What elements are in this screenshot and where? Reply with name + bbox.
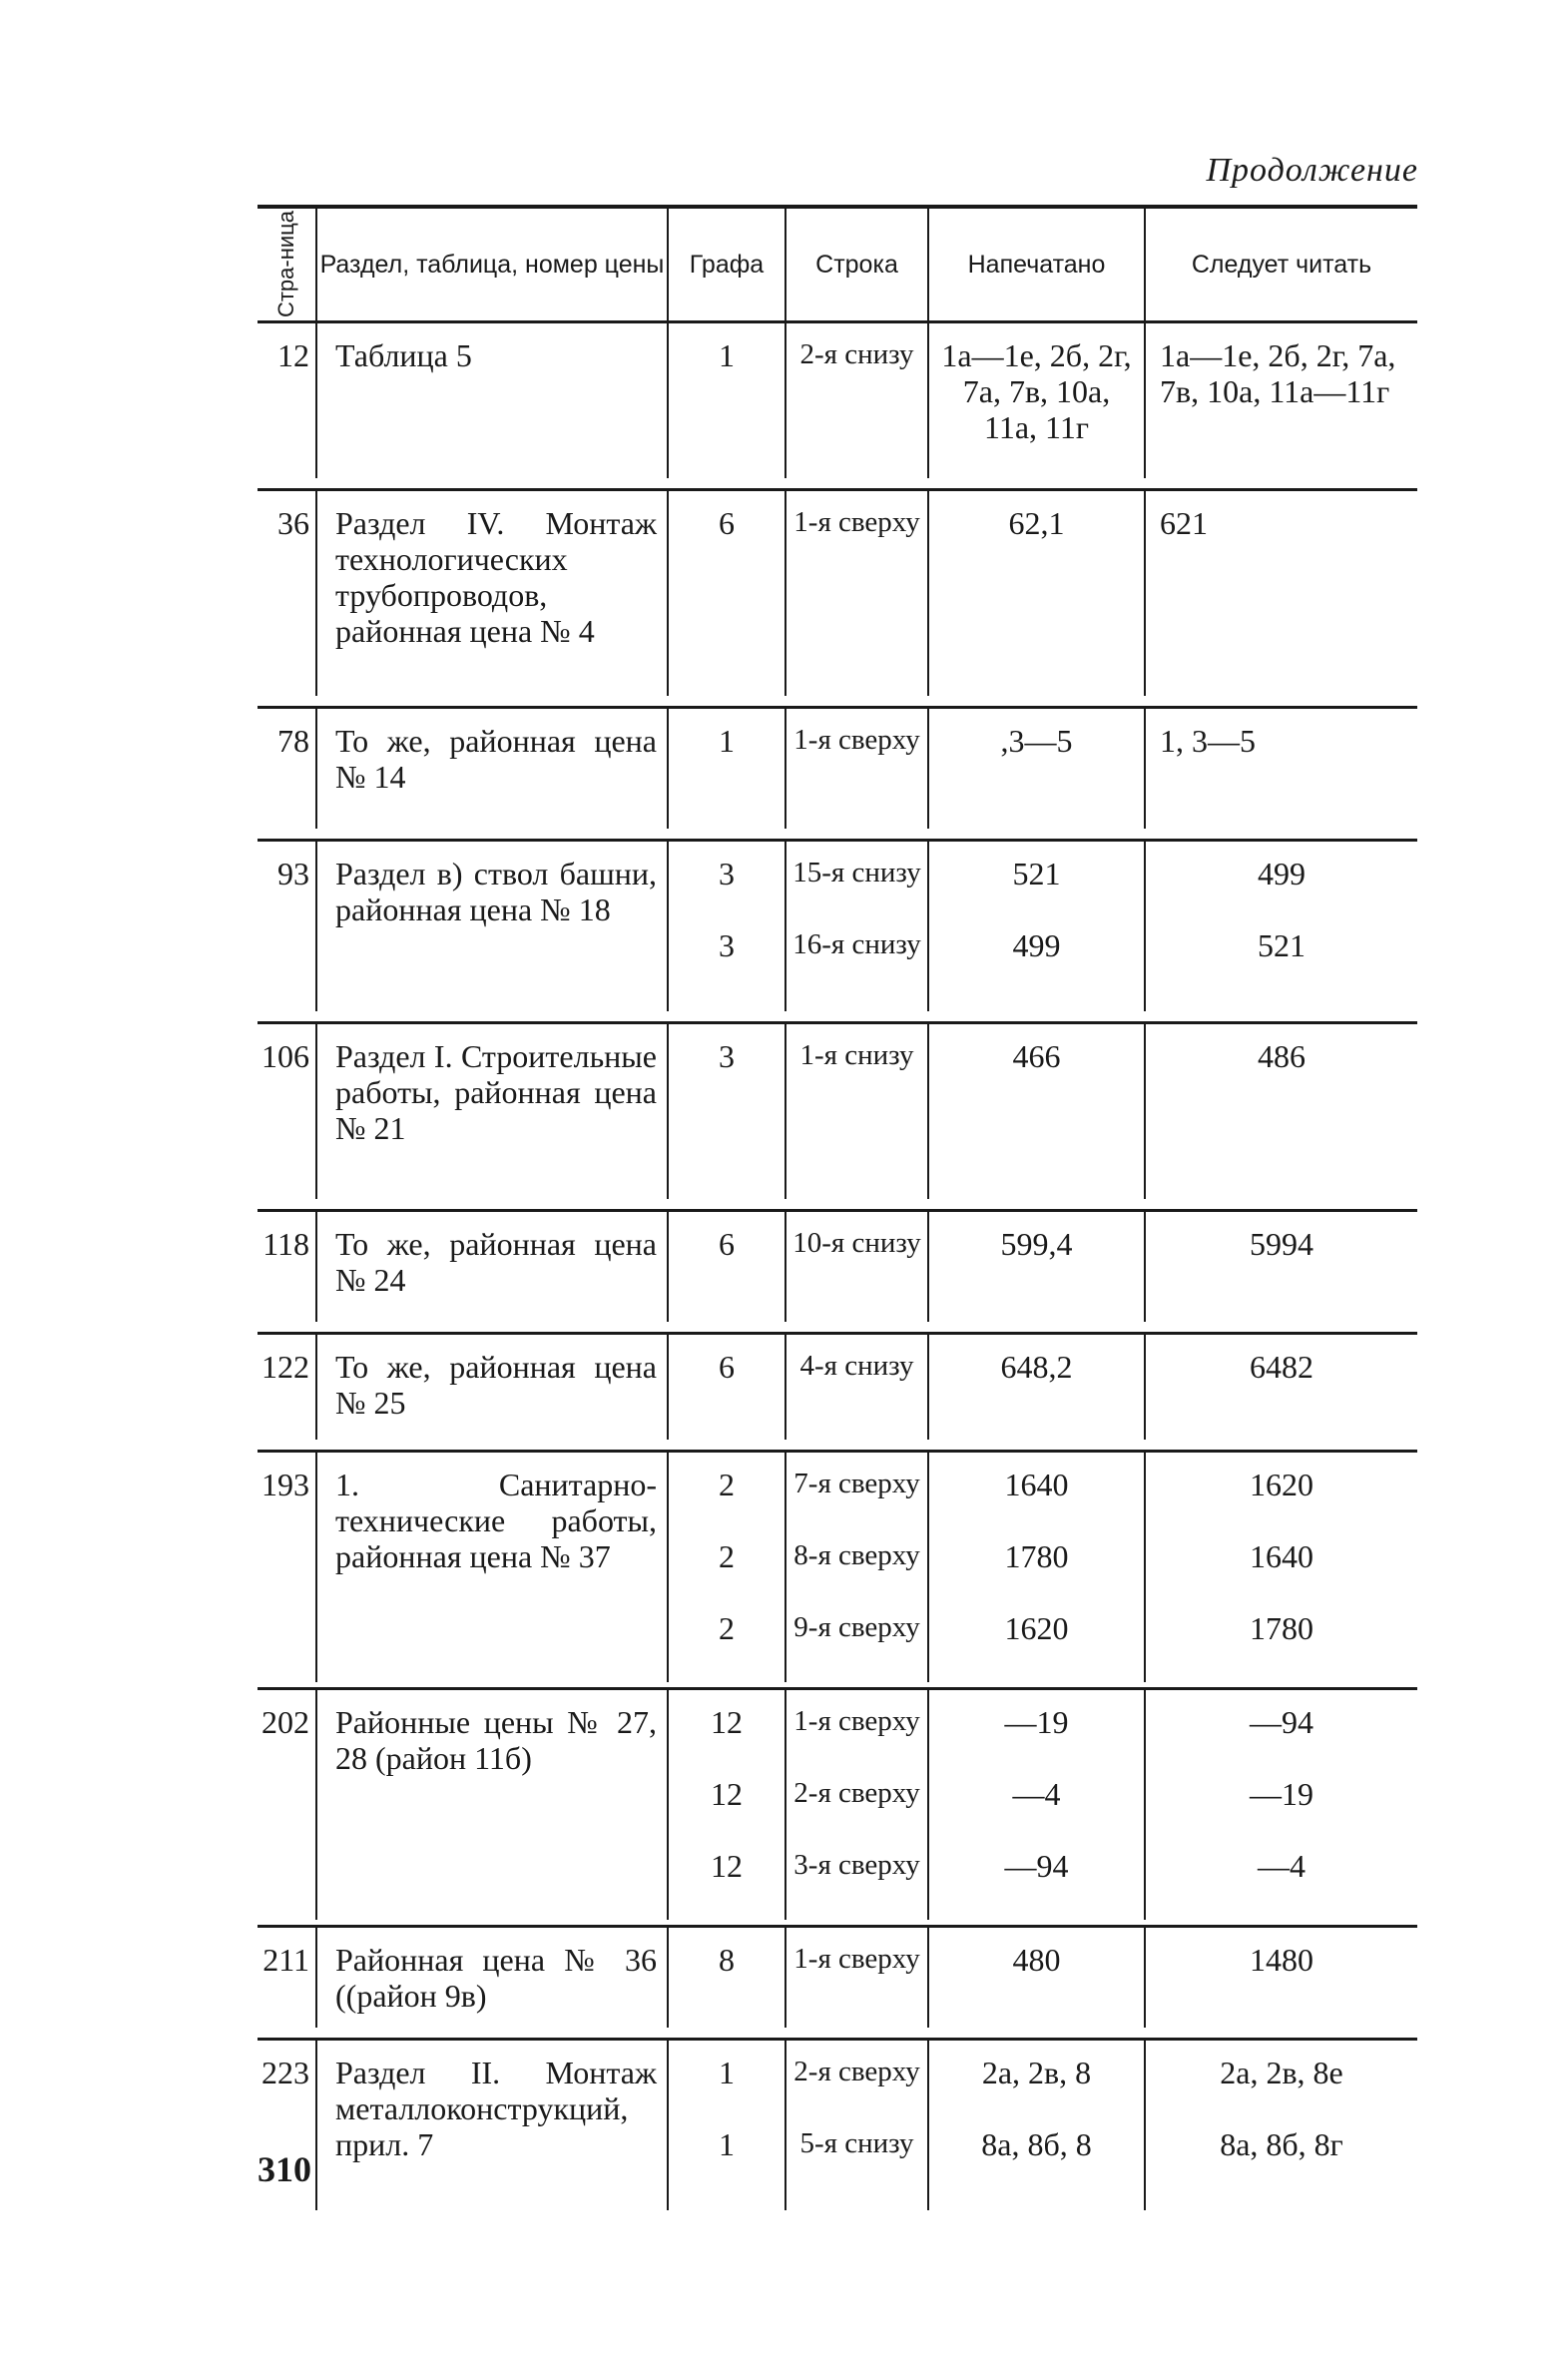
- row-column-value: 2: [719, 1610, 735, 1646]
- row-line: [786, 709, 929, 829]
- row-column-stack: [675, 337, 779, 373]
- row-column-stack: [675, 1942, 779, 1978]
- row-line-value: 1-я сверху: [793, 724, 920, 756]
- row-line-stack: [792, 1467, 921, 1682]
- errata-table: [258, 205, 1417, 2210]
- row-column-value: 3: [719, 1038, 735, 1074]
- row-column-value: 12: [711, 1776, 743, 1812]
- row-correct-stack: [1160, 505, 1411, 541]
- row-correct: [1146, 1928, 1417, 2028]
- row-correct-value: 1620: [1250, 1467, 1313, 1502]
- row-printed: [929, 491, 1146, 696]
- row-printed-value: 1620: [1004, 1610, 1069, 1646]
- row-section: Районная цена № 36 ((район 9в): [317, 1928, 669, 2028]
- row-line: [786, 1335, 929, 1440]
- row-correct-value: —19: [1250, 1776, 1313, 1812]
- row-correct-value: 5994: [1250, 1226, 1313, 1262]
- row-printed-value: 599,4: [1000, 1226, 1073, 1262]
- row-correct-stack: [1160, 337, 1411, 409]
- row-printed-value: 1640: [1004, 1467, 1069, 1502]
- row-column-stack: [675, 1226, 779, 1262]
- row-correct: [1146, 323, 1417, 478]
- row-printed-value: ,3—5: [1000, 723, 1073, 759]
- row-column-stack: [675, 856, 779, 999]
- row-correct: [1146, 491, 1417, 696]
- row-column: [669, 491, 786, 696]
- row-column-value: 3: [719, 856, 735, 891]
- row-line-stack: [792, 337, 921, 372]
- row-column-value: 12: [711, 1848, 743, 1884]
- row-printed-stack: [935, 2055, 1138, 2198]
- row-column: [669, 842, 786, 1011]
- row-page: 93: [258, 842, 317, 1011]
- row-printed-value: 499: [1012, 927, 1061, 963]
- row-line-stack: [792, 856, 921, 999]
- row-column-value: 1: [719, 2126, 735, 2162]
- row-printed-value: —19: [1004, 1704, 1069, 1740]
- row-correct: [1146, 1690, 1417, 1920]
- row-line: [786, 1453, 929, 1682]
- row-correct-stack: [1160, 723, 1411, 759]
- table-row: [258, 1687, 1417, 1915]
- row-column-value: 6: [719, 1349, 735, 1385]
- header-correct: Следует читать: [1191, 251, 1372, 279]
- row-correct-value: 486: [1258, 1038, 1306, 1074]
- row-correct: [1146, 1212, 1417, 1322]
- table-row: [258, 488, 1417, 696]
- row-correct-stack: [1152, 2055, 1411, 2198]
- continuation-label: Продолжение: [1206, 152, 1418, 189]
- header-line: Строка: [786, 209, 929, 320]
- row-column: [669, 1928, 786, 2028]
- row-line: [786, 1690, 929, 1920]
- row-line: [786, 323, 929, 478]
- row-line-value: 1-я сверху: [793, 1705, 920, 1737]
- row-line-value: 3-я сверху: [793, 1849, 920, 1881]
- row-page: 223: [258, 2041, 317, 2210]
- row-section: Раздел в) ствол башни, районная цена № 18: [317, 842, 669, 1011]
- row-line-value: 7-я сверху: [793, 1468, 920, 1499]
- row-column-stack: [675, 2055, 779, 2198]
- row-line-stack: [792, 1226, 921, 1261]
- row-page: 122: [258, 1335, 317, 1440]
- row-line: [786, 1928, 929, 2028]
- table-row: [258, 706, 1417, 829]
- row-column: [669, 1335, 786, 1440]
- row-line-value: 1-я сверху: [793, 1943, 920, 1975]
- header-printed: Напечатано: [929, 209, 1146, 320]
- row-correct-value: 2а, 2в, 8е: [1220, 2055, 1343, 2090]
- row-line-value: 9-я сверху: [793, 1611, 920, 1643]
- row-section: Раздел IV. Монтаж технологических трубопроводов, районная цена № 4: [317, 491, 669, 696]
- row-line-stack: [792, 1038, 921, 1073]
- row-correct-value: 1а—1е, 2б, 2г, 7а, 7в, 10а, 11а—11г: [1160, 337, 1396, 409]
- row-printed-value: —94: [1004, 1848, 1069, 1884]
- row-printed-value: 62,1: [1008, 505, 1065, 541]
- row-correct-value: 499: [1258, 856, 1306, 891]
- row-correct-stack: [1152, 1704, 1411, 1920]
- row-line-stack: [792, 1942, 921, 1977]
- row-correct-value: 1480: [1250, 1942, 1313, 1978]
- row-column: [669, 1453, 786, 1682]
- row-printed-stack: [935, 337, 1138, 445]
- row-column-stack: [675, 1467, 779, 1682]
- table-header: [258, 209, 1417, 320]
- table-row: [258, 1021, 1417, 1199]
- row-section: Раздел I. Строительные работы, районная цена № 21: [317, 1024, 669, 1199]
- row-printed-stack: [935, 1226, 1138, 1262]
- row-printed: [929, 1453, 1146, 1682]
- row-line-value: 2-я сверху: [793, 2056, 920, 2087]
- row-correct: [1146, 842, 1417, 1011]
- row-printed-value: 2а, 2в, 8: [981, 2055, 1092, 2090]
- row-column-value: 6: [719, 1226, 735, 1262]
- row-column-value: 2: [719, 1467, 735, 1502]
- header-column: Графа: [669, 209, 786, 320]
- row-section: 1. Санитарно-технические работы, районная цена № 37: [317, 1453, 669, 1682]
- row-correct-value: —94: [1250, 1704, 1313, 1740]
- row-printed: [929, 1335, 1146, 1440]
- header-page: Стра-ница: [273, 211, 298, 318]
- row-page: 78: [258, 709, 317, 829]
- row-correct: [1146, 1335, 1417, 1440]
- row-correct-value: 6482: [1250, 1349, 1313, 1385]
- header-section: Раздел, таблица, номер цены: [317, 209, 669, 320]
- row-line-value: 10-я снизу: [792, 1227, 921, 1259]
- row-line: [786, 842, 929, 1011]
- row-column-stack: [675, 1704, 779, 1920]
- row-line-value: 15-я снизу: [792, 857, 921, 889]
- row-correct-value: —4: [1258, 1848, 1306, 1884]
- row-column: [669, 1024, 786, 1199]
- row-printed: [929, 1928, 1146, 2028]
- row-printed-stack: [935, 1942, 1138, 1978]
- row-section: То же, районная цена № 25: [317, 1335, 669, 1440]
- row-correct-value: 1, 3—5: [1160, 723, 1256, 759]
- row-correct-value: 1640: [1250, 1538, 1313, 1574]
- row-printed-stack: [935, 856, 1138, 999]
- row-column-stack: [675, 1349, 779, 1385]
- row-column: [669, 2041, 786, 2210]
- header-page-cell: [258, 209, 317, 320]
- row-correct-stack: [1152, 1349, 1411, 1385]
- row-line: [786, 2041, 929, 2210]
- row-printed: [929, 1690, 1146, 1920]
- row-correct: [1146, 2041, 1417, 2210]
- row-line-stack: [792, 723, 921, 758]
- row-section: Таблица 5: [317, 323, 669, 478]
- row-line-value: 8-я сверху: [793, 1539, 920, 1571]
- row-printed: [929, 709, 1146, 829]
- row-correct-stack: [1152, 1467, 1411, 1682]
- row-printed-value: 648,2: [1000, 1349, 1073, 1385]
- row-column: [669, 1212, 786, 1322]
- row-correct: [1146, 709, 1417, 829]
- row-line-value: 1-я снизу: [799, 1039, 914, 1071]
- table-row: [258, 1925, 1417, 2028]
- row-page: 118: [258, 1212, 317, 1322]
- row-correct: [1146, 1024, 1417, 1199]
- row-line-value: 1-я сверху: [793, 506, 920, 538]
- row-column-stack: [675, 723, 779, 759]
- row-line-value: 16-я снизу: [792, 928, 921, 960]
- row-correct-value: 521: [1258, 927, 1306, 963]
- row-printed-value: 8а, 8б, 8: [981, 2126, 1092, 2162]
- row-correct-stack: [1152, 856, 1411, 999]
- row-column-stack: [675, 1038, 779, 1074]
- table-row: [258, 1209, 1417, 1322]
- row-printed-stack: [935, 723, 1138, 759]
- row-correct-stack: [1152, 1942, 1411, 1978]
- row-line: [786, 491, 929, 696]
- table-row: [258, 320, 1417, 478]
- table-row: [258, 1450, 1417, 1677]
- row-correct-value: 8а, 8б, 8г: [1220, 2126, 1343, 2162]
- row-page: 12: [258, 323, 317, 478]
- row-printed-value: 466: [1012, 1038, 1061, 1074]
- row-section: Раздел II. Монтаж металлоконструкций, прил. 7: [317, 2041, 669, 2210]
- row-section: То же, районная цена № 24: [317, 1212, 669, 1322]
- row-printed-value: —4: [1012, 1776, 1061, 1812]
- row-line-stack: [792, 1349, 921, 1384]
- row-column-value: 1: [719, 337, 735, 373]
- row-column-value: 6: [719, 505, 735, 541]
- row-printed-value: 480: [1012, 1942, 1061, 1978]
- row-column-value: 1: [719, 2055, 735, 2090]
- row-line: [786, 1212, 929, 1322]
- row-printed-stack: [935, 1038, 1138, 1074]
- row-line-value: 2-я снизу: [799, 338, 914, 370]
- row-printed-stack: [935, 1349, 1138, 1385]
- row-correct-stack: [1152, 1038, 1411, 1074]
- row-column: [669, 1690, 786, 1920]
- row-correct-value: 621: [1160, 505, 1208, 541]
- row-column-value: 8: [719, 1942, 735, 1978]
- row-column-value: 12: [711, 1704, 743, 1740]
- row-page: 202: [258, 1690, 317, 1920]
- page-number: 310: [258, 2149, 311, 2189]
- row-page: 36: [258, 491, 317, 696]
- row-line-value: 2-я сверху: [793, 1777, 920, 1809]
- row-column-value: 2: [719, 1538, 735, 1574]
- row-line-stack: [792, 505, 921, 540]
- row-section: То же, районная цена № 14: [317, 709, 669, 829]
- row-column-stack: [675, 505, 779, 541]
- table-row: [258, 839, 1417, 1011]
- row-printed: [929, 2041, 1146, 2210]
- row-correct-value: 1780: [1250, 1610, 1313, 1646]
- row-line-value: 4-я снизу: [799, 1350, 914, 1382]
- row-section: Районные цены № 27, 28 (район 11б): [317, 1690, 669, 1920]
- row-printed: [929, 842, 1146, 1011]
- row-line-stack: [792, 2055, 921, 2198]
- row-printed: [929, 1212, 1146, 1322]
- row-correct-stack: [1152, 1226, 1411, 1262]
- row-printed-stack: [935, 1704, 1138, 1920]
- row-printed: [929, 1024, 1146, 1199]
- row-printed-value: 1780: [1004, 1538, 1069, 1574]
- row-column-value: 1: [719, 723, 735, 759]
- table-body: [258, 320, 1417, 2210]
- row-line-value: 5-я снизу: [799, 2127, 914, 2159]
- row-column: [669, 323, 786, 478]
- row-column-value: 3: [719, 927, 735, 963]
- row-column: [669, 709, 786, 829]
- row-printed-stack: [935, 1467, 1138, 1682]
- row-line: [786, 1024, 929, 1199]
- row-printed-value: 521: [1012, 856, 1061, 891]
- row-correct: [1146, 1453, 1417, 1682]
- row-printed-value: 1а—1е, 2б, 2г, 7а, 7в, 10а, 11а, 11г: [941, 337, 1132, 445]
- row-page: 193: [258, 1453, 317, 1682]
- row-printed-stack: [935, 505, 1138, 541]
- row-page: 211: [258, 1928, 317, 2028]
- table-row: [258, 2038, 1417, 2210]
- row-line-stack: [792, 1704, 921, 1920]
- row-printed: [929, 323, 1146, 478]
- table-row: [258, 1332, 1417, 1440]
- row-page: 106: [258, 1024, 317, 1199]
